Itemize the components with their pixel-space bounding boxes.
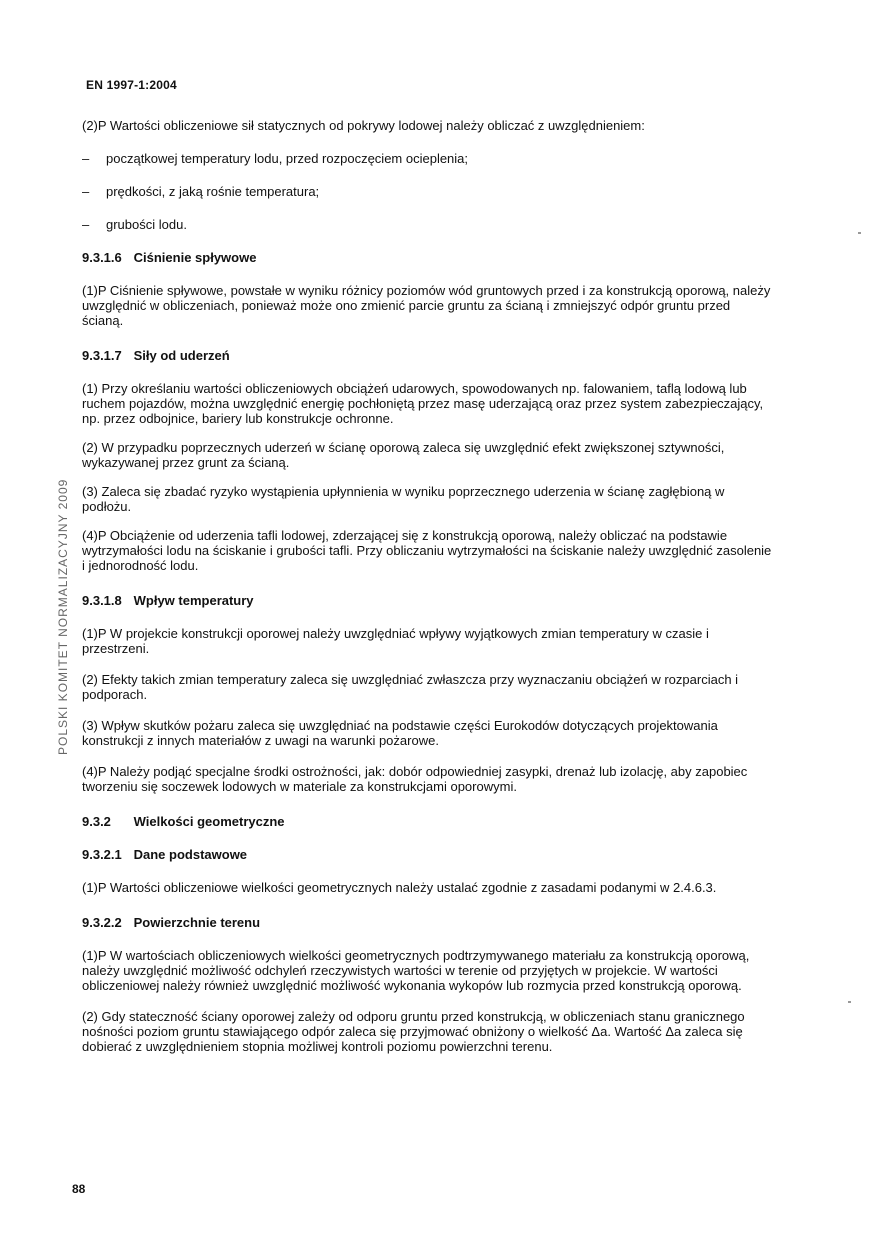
section-heading <box>82 915 772 930</box>
document-body <box>82 118 772 1054</box>
section-number: 9.3.1.8 <box>82 593 122 608</box>
section-title: Siły od uderzeń <box>133 348 230 363</box>
section-heading <box>82 250 772 265</box>
paragraph: (4)P Obciążenie od uderzenia tafli lodowej, zderzającej się z konstrukcją oporową, należy obliczać na podstawie wytrzymałości lodu na ściskanie i grubości tafli. Przy obliczaniu wytrzymałości na ściskanie należy uwzględnić zasolenie i jednorodność lodu. <box>82 528 772 573</box>
page-number: 88 <box>72 1182 86 1196</box>
paragraph: (1)P W projekcie konstrukcji oporowej należy uwzględniać wpływy wyjątkowych zmian temperatury w czasie i przestrzeni. <box>82 626 709 656</box>
paragraph: (1)P Ciśnienie spływowe, powstałe w wyniku różnicy poziomów wód gruntowych przed i za konstrukcją oporową, należy uwzględnić w obliczeniach, ponieważ może ono zmienić parcie gruntu za ścianą i zmniejszyć odpór gruntu przed ścianą. <box>82 283 771 328</box>
section-number: 9.3.1.7 <box>82 348 122 363</box>
section-title: Powierzchnie terenu <box>133 915 261 930</box>
section-heading <box>82 814 772 829</box>
section-heading <box>82 847 772 862</box>
section-title: Ciśnienie spływowe <box>133 250 257 265</box>
section-title: Wpływ temperatury <box>133 593 254 608</box>
section-number: 9.3.2 <box>82 814 111 829</box>
scan-speck <box>848 1001 851 1003</box>
side-watermark: POLSKI KOMITET NORMALIZACYJNY 2009 <box>56 478 70 755</box>
list-dash: – <box>82 184 90 199</box>
list-item <box>82 184 772 199</box>
section-heading <box>82 593 772 608</box>
paragraph: (3) Wpływ skutków pożaru zaleca się uwzględniać na podstawie części Eurokodów dotyczących projektowania konstrukcji z innych materiałów z uwagi na warunki pożarowe. <box>82 718 718 748</box>
section-number: 9.3.2.1 <box>82 847 122 862</box>
list-item-text: prędkości, z jaką rośnie temperatura; <box>106 184 320 199</box>
list-item <box>82 151 772 166</box>
paragraph: (1)P W wartościach obliczeniowych wielkości geometrycznych podtrzymywanego materiału za konstrukcją oporową, należy uwzględnić możliwość odchyleń rzeczywistych wartości w terenie od przyjętych w projekcie. W wartości obliczeniowej należy również uwzględnić możliwość wykonania wykopów lub rozmycia przed konstrukcją oporową. <box>82 948 750 993</box>
scan-speck <box>858 232 861 234</box>
paragraph: (1) Przy określaniu wartości obliczeniowych obciążeń udarowych, spowodowanych np. falowaniem, taflą lodową lub ruchem pojazdów, można uwzględnić energię pochłoniętą przez masę uderzającą oraz przez system zabezpieczający, np. przez odbojnice, bariery lub konstrukcje ochronne. <box>82 381 764 426</box>
paragraph: (2) W przypadku poprzecznych uderzeń w ścianę oporową zaleca się uwzględnić efekt zwiększonej sztywności, wykazywanej przez grunt za ścianą. <box>82 440 725 470</box>
section-title: Wielkości geometryczne <box>133 814 285 829</box>
list-dash: – <box>82 151 90 166</box>
paragraph: (4)P Należy podjąć specjalne środki ostrożności, jak: dobór odpowiedniej zasypki, drenaż lub izolację, aby zapobiec tworzeniu się soczewek lodowych w materiale za konstrukcjami oporowymi. <box>82 764 748 794</box>
list-item <box>82 217 772 232</box>
paragraph: (2) Gdy stateczność ściany oporowej zależy od odporu gruntu przed konstrukcją, w obliczeniach stanu granicznego nośności poziom gruntu stawiającego odpór zaleca się przyjmować obniżony o wielkość Δa. Wartość Δa zaleca się dobierać z uwzględnieniem stopnia możliwej kontroli poziomu powierzchni terenu. <box>82 1009 745 1054</box>
section-number: 9.3.1.6 <box>82 250 122 265</box>
list-item-text: początkowej temperatury lodu, przed rozpoczęciem ocieplenia; <box>106 151 469 166</box>
list-dash: – <box>82 217 90 232</box>
section-title: Dane podstawowe <box>133 847 248 862</box>
paragraph: (2) Efekty takich zmian temperatury zaleca się uwzględniać zwłaszcza przy wyznaczaniu obciążeń w rozparciach i podporach. <box>82 672 739 702</box>
paragraph: (3) Zaleca się zbadać ryzyko wystąpienia upłynnienia w wyniku poprzecznego uderzenia w ścianę zagłębioną w podłożu. <box>82 484 725 514</box>
document-header: EN 1997-1:2004 <box>86 78 177 92</box>
section-heading <box>82 348 772 363</box>
section-number: 9.3.2.2 <box>82 915 122 930</box>
intro-paragraph: (2)P Wartości obliczeniowe sił statycznych od pokrywy lodowej należy obliczać z uwzględnieniem: <box>82 118 645 133</box>
list-item-text: grubości lodu. <box>106 217 187 232</box>
paragraph: (1)P Wartości obliczeniowe wielkości geometrycznych należy ustalać zgodnie z zasadami podanymi w 2.4.6.3. <box>82 880 717 895</box>
